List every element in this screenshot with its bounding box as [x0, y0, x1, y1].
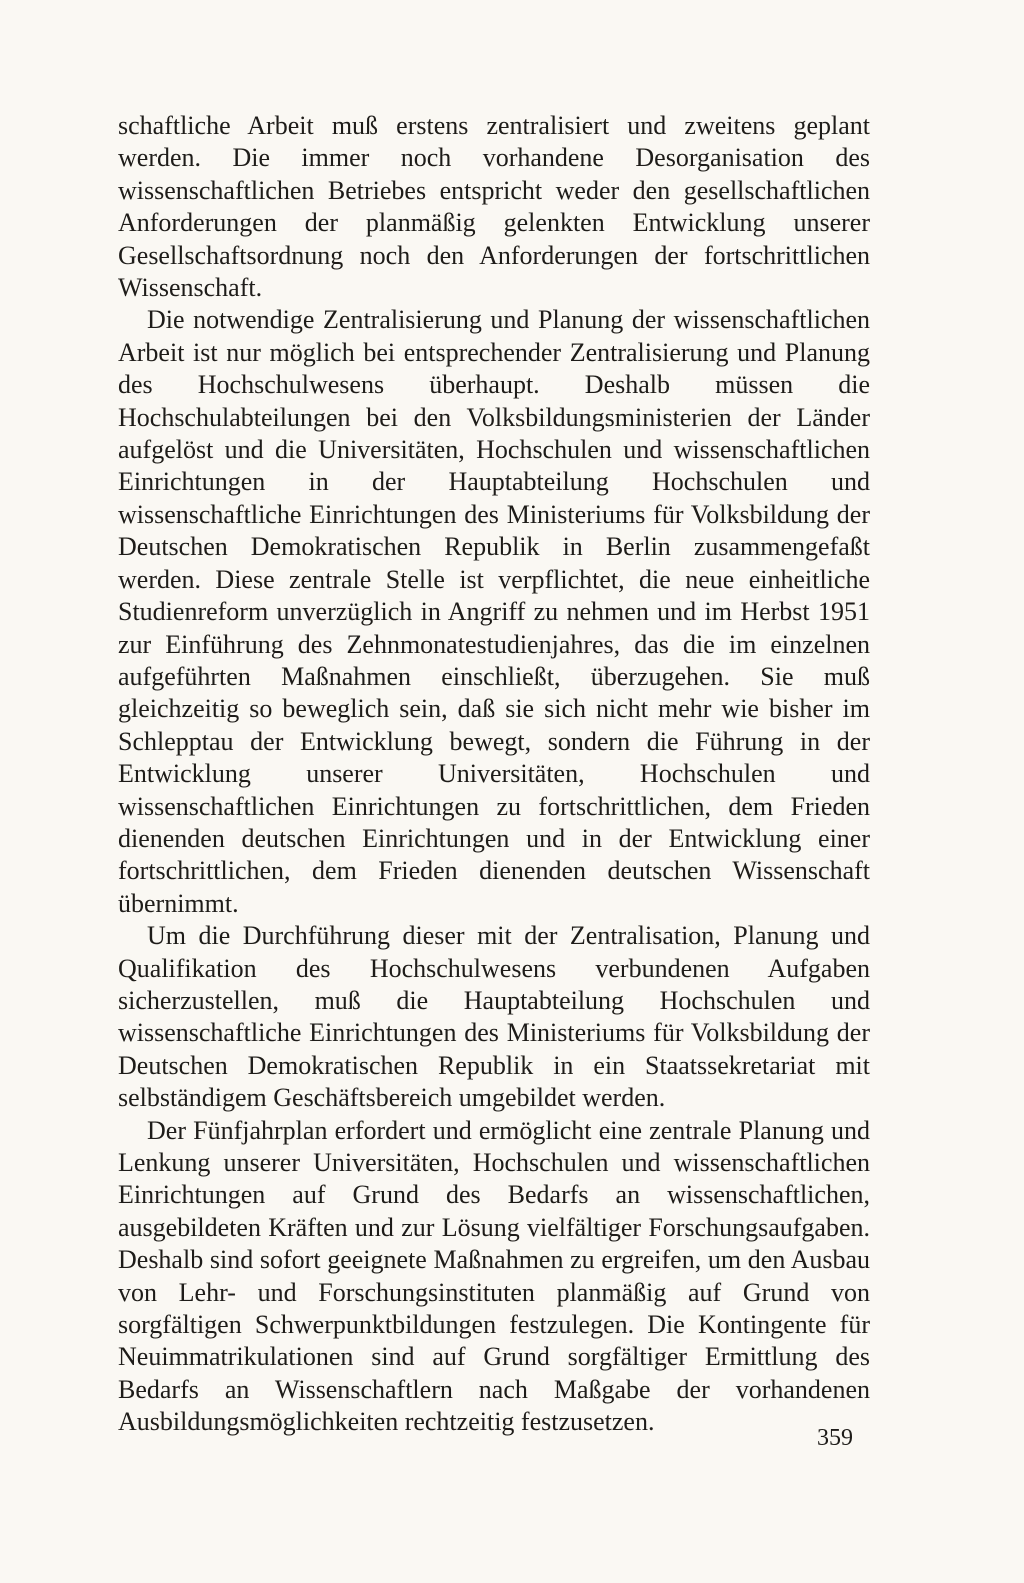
paragraph-state-secretariat: Um die Durchführung dieser mit der Zentralisation, Planung und Qualifikation des Hochschulwesens verbundenen Aufgaben sicherzustellen, muß die Hauptabteilung Hochschulen und wissenschaftliche Einrichtungen des Ministeriums für Volksbildung der Deutschen Demokratischen Republik in ein Staatssekretariat mit selbständigem Geschäftsbereich umgebildet werden. — [118, 921, 870, 1113]
page-body — [118, 110, 870, 1439]
page-number: 359 — [817, 1425, 853, 1451]
paragraph-five-year-plan: Der Fünfjahrplan erfordert und ermöglicht eine zentrale Planung und Lenkung unserer Universitäten, Hochschulen und wissenschaftlichen Einrichtungen auf Grund des Bedarfs an wissenschaftlichen, ausgebildeten Kräften und zur Lösung vielfältiger Forschungsaufgaben. Deshalb sind sofort geeignete Maßnahmen zu ergreifen, um den Ausbau von Lehr- und Forschungsinstituten planmäßig auf Grund von sorgfältigen Schwerpunktbildungen festzulegen. Die Kontingente für Neuimmatrikulationen sind auf Grund sorgfältiger Ermittlung des Bedarfs an Wissenschaftlern nach Maßgabe der vorhandenen Ausbildungsmöglichkeiten rechtzeitig festzusetzen. — [118, 1115, 870, 1437]
paragraph-centralization: Die notwendige Zentralisierung und Planung der wissenschaftlichen Arbeit ist nur möglich bei entsprechender Zentralisierung und Planung des Hochschulwesens überhaupt. Deshalb müssen die Hochschulabteilungen bei den Volksbildungsministerien der Länder aufgelöst und die Universitäten, Hochschulen und wissenschaftlichen Einrichtungen in der Hauptabteilung Hochschulen und wissenschaftliche Einrichtungen des Ministeriums für Volksbildung der Deutschen Demokratischen Republik in Berlin zusammengefaßt werden. Diese zentrale Stelle ist verpflichtet, die neue einheitliche Studienreform unverzüglich in Angriff zu nehmen und im Herbst 1951 zur Einführung des Zehnmonatestudienjahres, das die im einzelnen aufgeführten Maßnahmen einschließt, überzugehen. Sie muß gleichzeitig so beweglich sein, daß sie sich nicht mehr wie bisher im Schlepptau der Entwicklung bewegt, sondern die Führung in der Entwicklung unserer Universitäten, Hochschulen und wissenschaftlichen Einrichtungen zu fortschrittlichen, dem Frieden dienenden deutschen Einrichtungen und in der Entwicklung einer fortschrittlichen, dem Frieden dienenden deutschen Wissenschaft übernimmt. — [118, 305, 870, 918]
paragraph-continuation: schaftliche Arbeit muß erstens zentralisiert und zweitens geplant werden. Die immer noch vorhandene Desorganisation des wissenschaftlichen Betriebes entspricht weder den gesellschaftlichen Anforderungen der planmäßig gelenkten Entwicklung unserer Gesellschaftsordnung noch den Anforderungen der fortschrittlichen Wissenschaft. — [118, 111, 870, 303]
